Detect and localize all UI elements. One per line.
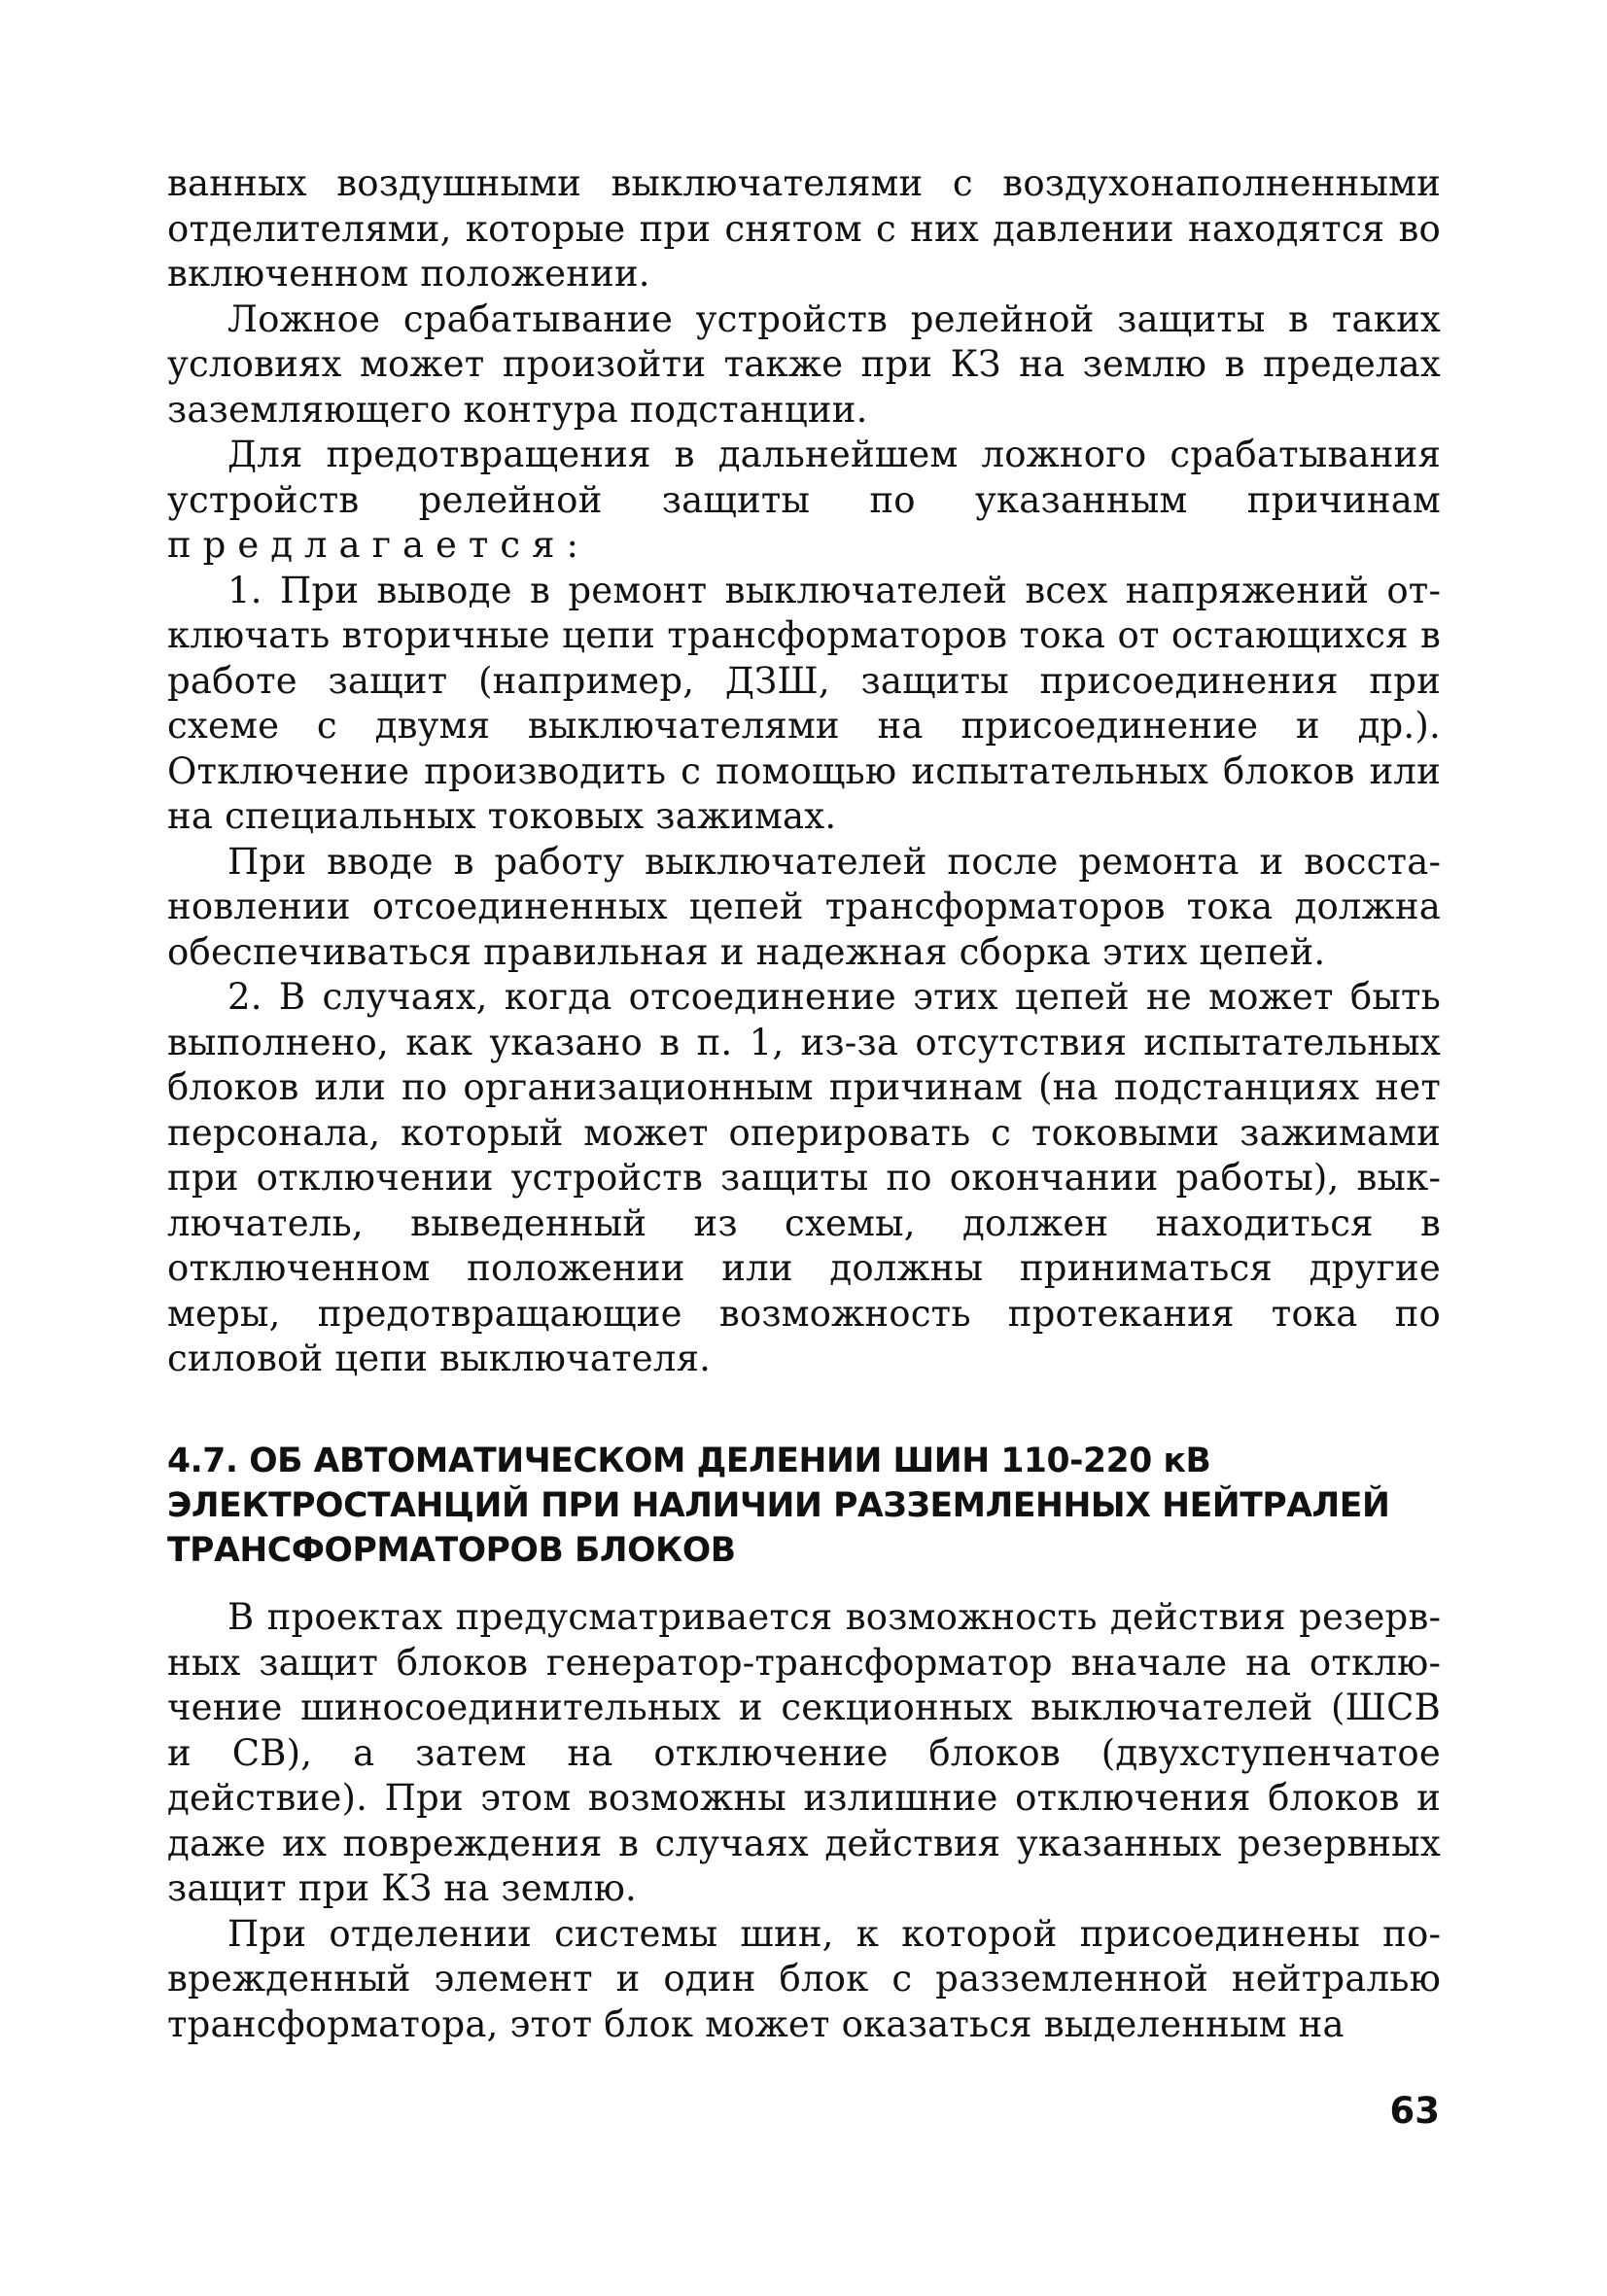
paragraph-text: Для предотвращения в дальнейшем ложного срабатывания устройств релейной защиты по указанным причинам bbox=[167, 434, 1441, 521]
paragraph: ванных воздушными выключателями с воздухонаполненными отделителями, которые при снятом с них давлении находятся во включенном положении. bbox=[167, 162, 1441, 295]
list-item-2: 2. В случаях, когда отсоединение этих цепей не может быть выполнено, как указано в п. 1, из-за отсутствия испытательных блоков или по организационным причинам (на подстанциях нет персонала, который может оперировать с токовыми зажимами при отключении устройств защиты по окончании работы), выключатель, выведенный из схемы, должен находиться в отключенном положении или должны приниматься другие меры, предотвращающие возможность протекания тока по силовой цепи выключателя. bbox=[167, 976, 1441, 1379]
paragraph: При отделении системы шин, к которой присоединены поврежденный элемент и один блок с разземленной нейтралью трансформатора, этот блок может оказаться выделенным на bbox=[167, 1912, 1441, 2045]
list-item-1: 1. При выводе в ремонт выключателей всех напряжений отключать вторичные цепи трансформаторов тока от остающихся в работе защит (например, ДЗШ, защиты присоединения при схеме с двумя выключателями на присоединение и др.). Отключение производить с помощью испытательных блоков или на специальных токовых зажимах. bbox=[167, 569, 1441, 837]
paragraph: Ложное срабатывание устройств релейной защиты в таких условиях может произойти также при КЗ на землю в пределах заземляющего контура подстанции. bbox=[167, 297, 1441, 431]
paragraph: В проектах предусматривается возможность действия резервных защит блоков генератор-трансформатор вначале на отключение шиносоединительных и секционных выключателей (ШСВ и СВ), а затем на отключение блоков (двухступенчатое действие). При этом возможны излишние отключения блоков и даже их повреждения в случаях действия указанных резервных защит при КЗ на землю. bbox=[167, 1596, 1441, 1909]
paragraph: При вводе в работу выключателей после ремонта и восстановлении отсоединенных цепей трансформаторов тока должна обеспечиваться правильная и надежная сборка этих цепей. bbox=[167, 840, 1441, 973]
body-text-bottom bbox=[167, 1595, 1441, 2047]
spaced-emphasis: предлагается bbox=[167, 524, 567, 566]
body-text-top bbox=[167, 161, 1441, 1382]
paragraph-text: : bbox=[566, 524, 579, 566]
paragraph bbox=[167, 433, 1441, 569]
section-heading: 4.7. ОБ АВТОМАТИЧЕСКОМ ДЕЛЕНИИ ШИН 110-220 кВ ЭЛЕКТРОСТАНЦИЙ ПРИ НАЛИЧИИ РАЗЗЕМЛЕННЫХ НЕЙТРАЛЕЙ ТРАНСФОРМАТОРОВ БЛОКОВ bbox=[167, 1442, 1390, 1570]
page-number: 63 bbox=[1389, 2090, 1440, 2132]
